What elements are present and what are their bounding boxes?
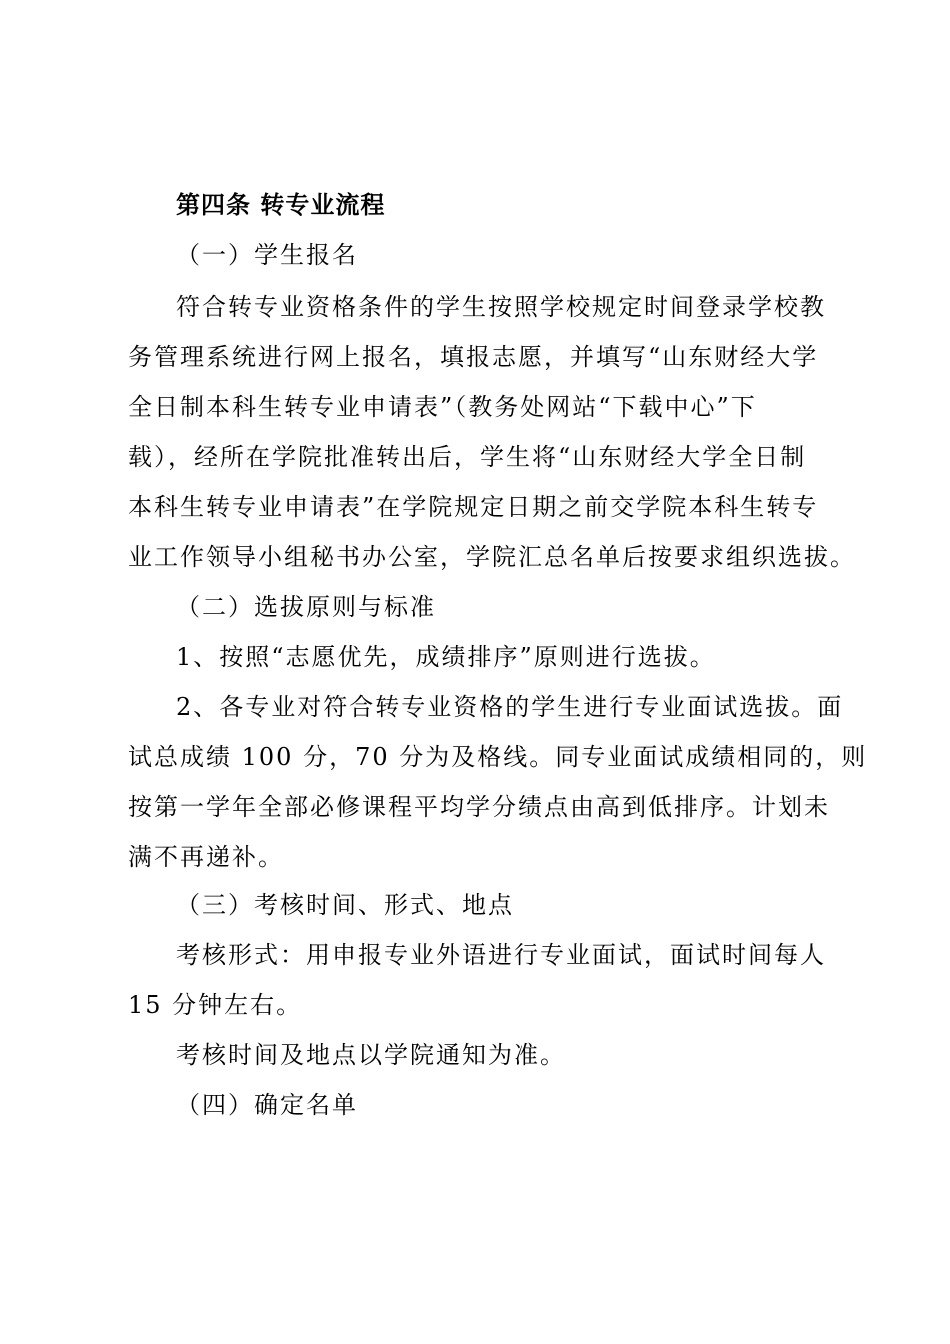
section-1-line: 全日制本科生转专业申请表”（教务处网站“下载中心”下 (128, 393, 757, 421)
section-2-item-2-line: 按第一学年全部必修课程平均学分绩点由高到低排序。计划未 (128, 793, 830, 821)
section-2-item-1: 1、按照“志愿优先，成绩排序”原则进行选拔。 (176, 643, 716, 671)
section-3-form-line: 考核形式：用申报专业外语进行专业面试，面试时间每人 (176, 941, 826, 969)
section-3-time-place: 考核时间及地点以学院通知为准。 (176, 1041, 566, 1069)
section-4-heading: （四）确定名单 (176, 1091, 358, 1119)
section-2-item-2-line: 试总成绩 100 分，70 分为及格线。同专业面试成绩相同的，则 (128, 743, 868, 771)
section-1-line: 务管理系统进行网上报名，填报志愿，并填写“山东财经大学 (128, 343, 819, 371)
section-2-heading: （二）选拔原则与标准 (176, 593, 436, 621)
section-2-item-2-line: 2、各专业对符合转专业资格的学生进行专业面试选拔。面 (176, 693, 844, 721)
section-2-item-2-line: 满不再递补。 (128, 843, 284, 871)
section-3-heading: （三）考核时间、形式、地点 (176, 891, 514, 919)
section-1-line: 本科生转专业申请表”在学院规定日期之前交学院本科生转专 (128, 493, 819, 521)
section-1-line: 业工作领导小组秘书办公室，学院汇总名单后按要求组织选拔。 (128, 543, 856, 571)
section-1-line: 符合转专业资格条件的学生按照学校规定时间登录学校教 (176, 293, 826, 321)
section-1-heading: （一）学生报名 (176, 241, 358, 269)
article-title: 第四条 转专业流程 (176, 191, 386, 219)
section-3-form-line: 15 分钟左右。 (128, 991, 303, 1019)
section-1-line: 载），经所在学院批准转出后，学生将“山东财经大学全日制 (128, 443, 807, 471)
